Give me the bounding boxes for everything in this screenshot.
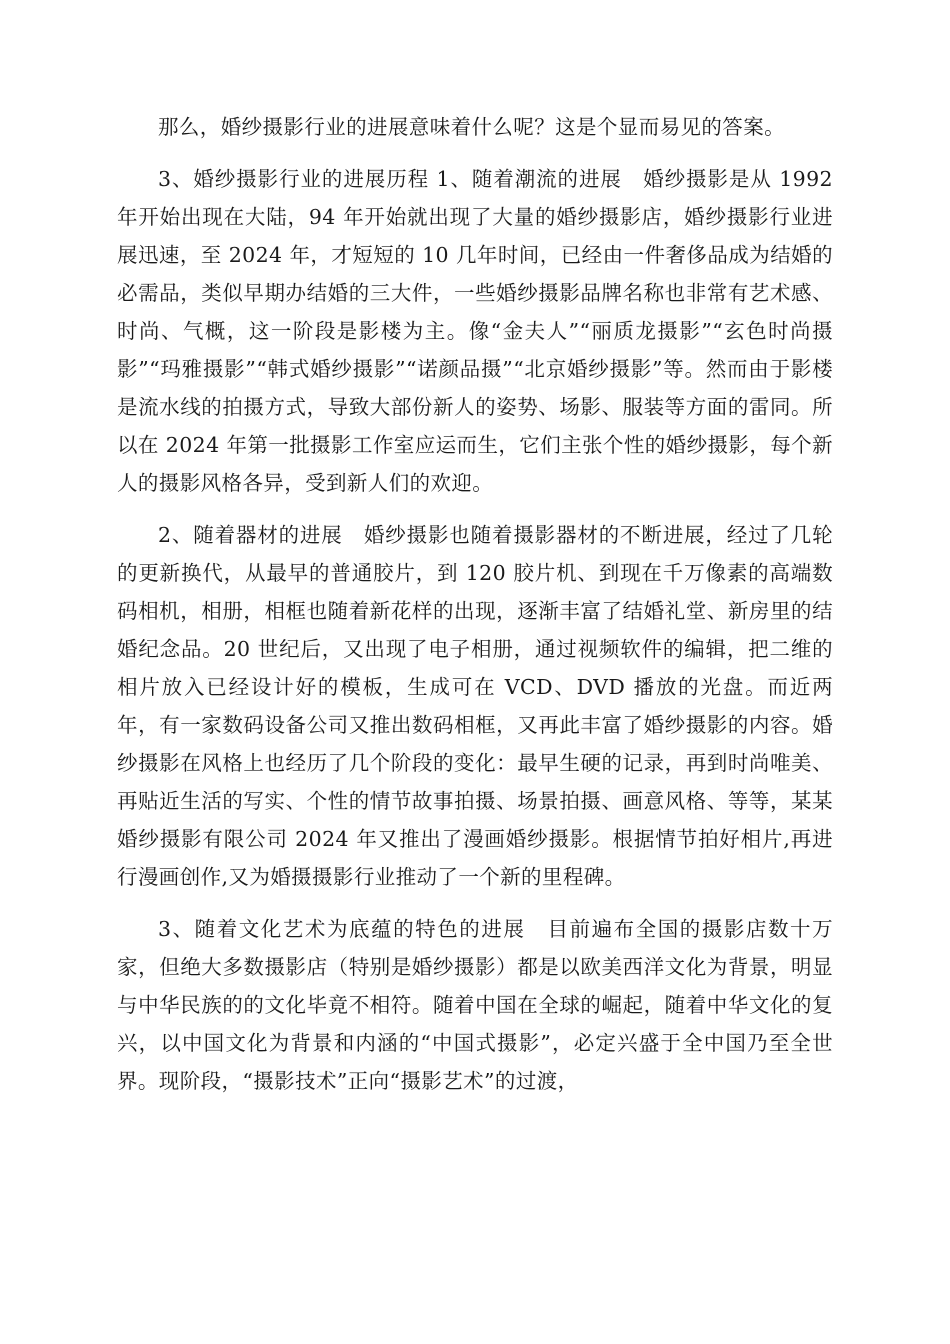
paragraph-culture-development: 3、随着文化艺术为底蕴的特色的进展 目前遍布全国的摄影店数十万家，但绝大多数摄影店（特别是婚纱摄影）都是以欧美西洋文化为背景，明显与中华民族的的文化毕竟不相符。随着中国在全球的崛起，随着中华文化的复兴，以中国文化为背景和内涵的“中国式摄影”，必定兴盛于全中国乃至全世界。现阶段，“摄影技术”正向“摄影艺术”的过渡， bbox=[117, 917, 833, 1093]
document-page bbox=[117, 108, 833, 1114]
paragraph-trend-development: 3、婚纱摄影行业的进展历程 1、随着潮流的进展 婚纱摄影是从 1992 年开始出现在大陆，94 年开始就出现了大量的婚纱摄影店，婚纱摄影行业进展迅速，至 2024 年，才短短的 10 几年时间，已经由一件奢侈品成为结婚的必需品，类似早期办结婚的三大件，一些婚纱摄影品牌名称也非常有艺术感、时尚、气概，这一阶段是影楼为主。像“金夫人”“丽质龙摄影”“玄色时尚摄影”“玛雅摄影”“韩式婚纱摄影”“诺颜品摄”“北京婚纱摄影”等。然而由于影楼是流水线的拍摄方式，导致大部份新人的姿势、场影、服装等方面的雷同。所以在 2024 年第一批摄影工作室应运而生，它们主张个性的婚纱摄影，每个新人的摄影风格各异，受到新人们的欢迎。 bbox=[117, 167, 833, 495]
paragraph-intro: 那么，婚纱摄影行业的进展意味着什么呢？这是个显而易见的答案。 bbox=[158, 115, 785, 139]
paragraph-equipment-development: 2、随着器材的进展 婚纱摄影也随着摄影器材的不断进展，经过了几轮的更新换代，从最早的普通胶片，到 120 胶片机、到现在千万像素的高端数码相机，相册，相框也随着新花样的出现，逐渐丰富了结婚礼堂、新房里的结婚纪念品。20 世纪后，又出现了电子相册，通过视频软件的编辑，把二维的相片放入已经设计好的模板，生成可在 VCD、DVD 播放的光盘。而近两年，有一家数码设备公司又推出数码相框，又再此丰富了婚纱摄影的内容。婚纱摄影在风格上也经历了几个阶段的变化：最早生硬的记录，再到时尚唯美、再贴近生活的写实、个性的情节故事拍摄、场景拍摄、画意风格、等等，某某婚纱摄影有限公司 2024 年又推出了漫画婚纱摄影。根据情节拍好相片,再进行漫画创作,又为婚摄摄影行业推动了一个新的里程碑。 bbox=[117, 523, 833, 889]
